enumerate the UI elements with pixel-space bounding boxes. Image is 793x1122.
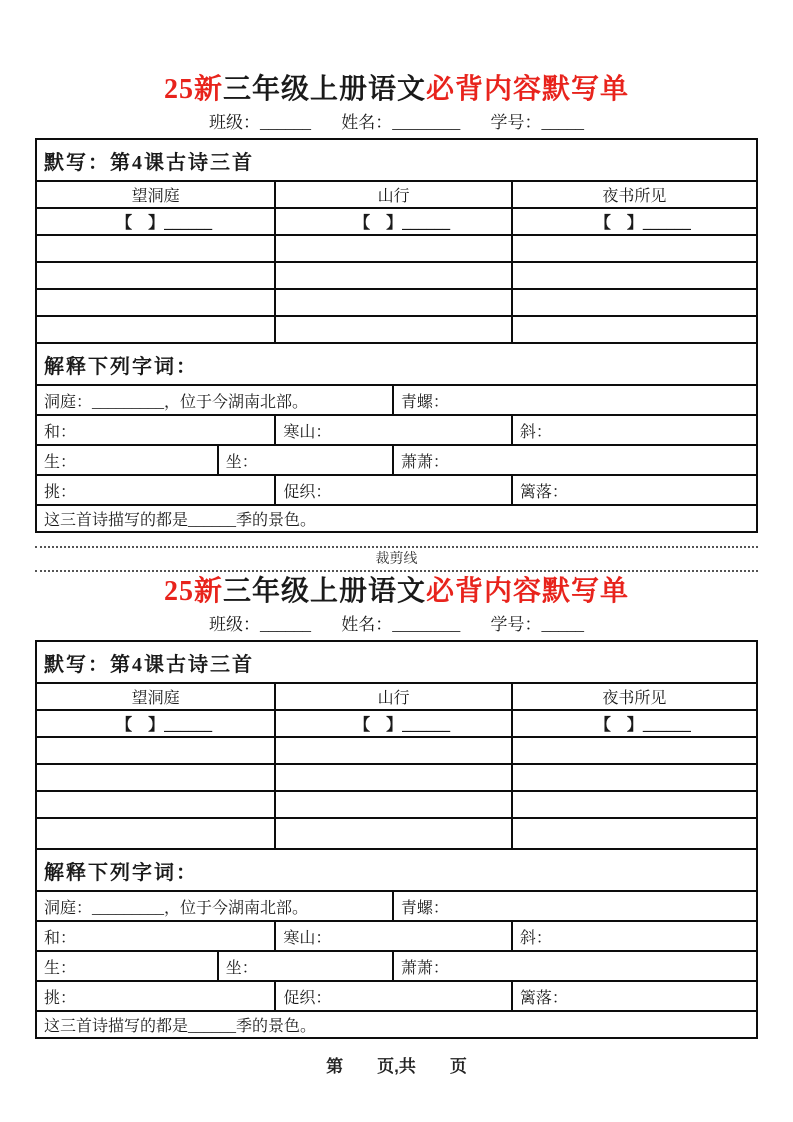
table-row — [36, 683, 757, 710]
term-cell: 坐： — [218, 445, 393, 475]
title-prefix: 25新 — [163, 576, 223, 607]
cut-line-label: 裁剪线 — [375, 552, 418, 567]
name-field-label: 姓名： — [341, 615, 393, 634]
student-info-line — [35, 111, 758, 135]
dictation-blank-cell — [275, 764, 511, 791]
dictation-blank-cell — [512, 791, 757, 818]
author-blank-cell: 【 】______ — [275, 710, 511, 737]
term-cell: 生： — [36, 445, 218, 475]
poem-title-cell: 山行 — [275, 683, 511, 710]
poem-title-cell: 望洞庭 — [36, 683, 275, 710]
title-suffix: 必背内容默写单 — [426, 74, 630, 105]
table-row — [36, 262, 757, 289]
table-row — [36, 139, 757, 181]
dictation-blank-cell — [275, 316, 511, 343]
term-cell: 寒山： — [275, 415, 511, 445]
term-cell: 坐： — [218, 951, 393, 981]
worksheet-title — [35, 74, 758, 106]
id-field-blank: _____ — [541, 615, 584, 634]
term-cell: 和： — [36, 921, 275, 951]
table-row — [36, 951, 757, 981]
table-row — [36, 385, 757, 415]
cut-line — [35, 549, 758, 572]
dictation-blank-cell — [36, 316, 275, 343]
term-cell: 寒山： — [275, 921, 511, 951]
author-blank-cell: 【 】______ — [512, 710, 757, 737]
dictation-blank-cell — [36, 764, 275, 791]
poem-title-cell: 望洞庭 — [36, 181, 275, 208]
explain-section-header: 解释下列字词： — [36, 849, 757, 891]
table-row — [36, 208, 757, 235]
table-row — [36, 849, 757, 891]
table-row — [36, 1011, 757, 1038]
id-field-blank: _____ — [541, 113, 584, 132]
dictation-blank-cell — [36, 737, 275, 764]
dictation-section-header: 默写：第4课古诗三首 — [36, 641, 757, 683]
season-sentence-cell: 这三首诗描写的都是______季的景色。 — [36, 505, 757, 532]
table-row — [36, 415, 757, 445]
dictation-blank-cell — [512, 316, 757, 343]
class-field-blank: ______ — [260, 113, 311, 132]
term-cell: 挑： — [36, 981, 275, 1011]
id-field-label: 学号： — [490, 113, 542, 132]
class-field-label: 班级： — [209, 615, 260, 634]
poem-title-cell: 夜书所见 — [512, 683, 757, 710]
table-row — [36, 343, 757, 385]
table-row — [36, 818, 757, 849]
table-row — [36, 981, 757, 1011]
dictation-table — [35, 640, 758, 1039]
poem-title-cell: 山行 — [275, 181, 511, 208]
poem-title-cell: 夜书所见 — [512, 181, 757, 208]
explain-section-header: 解释下列字词： — [36, 343, 757, 385]
term-cell: 促织： — [275, 981, 511, 1011]
term-cell: 促织： — [275, 475, 511, 505]
title-suffix: 必背内容默写单 — [426, 576, 630, 607]
author-blank-cell: 【 】______ — [36, 208, 275, 235]
table-row — [36, 505, 757, 532]
class-field-label: 班级： — [209, 113, 260, 132]
table-row — [36, 921, 757, 951]
dictation-blank-cell — [36, 262, 275, 289]
table-row — [36, 641, 757, 683]
term-cell: 斜： — [512, 415, 757, 445]
term-cell: 萧萧： — [393, 951, 757, 981]
dictation-blank-cell — [36, 818, 275, 849]
term-cell: 生： — [36, 951, 218, 981]
dictation-blank-cell — [275, 737, 511, 764]
table-row — [36, 475, 757, 505]
table-row — [36, 737, 757, 764]
term-cell: 斜： — [512, 921, 757, 951]
table-row — [36, 891, 757, 921]
dictation-blank-cell — [36, 791, 275, 818]
table-row — [36, 710, 757, 737]
dictation-blank-cell — [275, 791, 511, 818]
table-row — [36, 181, 757, 208]
table-row — [36, 289, 757, 316]
table-row — [36, 235, 757, 262]
season-sentence-cell: 这三首诗描写的都是______季的景色。 — [36, 1011, 757, 1038]
dictation-blank-cell — [512, 235, 757, 262]
dictation-blank-cell — [512, 818, 757, 849]
author-blank-cell: 【 】______ — [275, 208, 511, 235]
term-cell: 青螺： — [393, 385, 757, 415]
title-prefix: 25新 — [163, 74, 223, 105]
term-cell: 萧萧： — [393, 445, 757, 475]
dictation-section-header: 默写：第4课古诗三首 — [36, 139, 757, 181]
dictation-blank-cell — [512, 289, 757, 316]
name-field-label: 姓名： — [341, 113, 393, 132]
dictation-table — [35, 138, 758, 533]
term-cell: 篱落： — [512, 475, 757, 505]
student-info-line — [35, 613, 758, 637]
class-field-blank: ______ — [260, 615, 311, 634]
title-grade: 三年级上册语文 — [222, 576, 426, 607]
name-field-blank: ________ — [392, 615, 461, 634]
cut-line — [35, 546, 758, 548]
author-blank-cell: 【 】______ — [36, 710, 275, 737]
dictation-blank-cell — [512, 764, 757, 791]
term-cell: 挑： — [36, 475, 275, 505]
page-footer: 第 页,共 页 — [326, 1057, 467, 1076]
term-cell: 和： — [36, 415, 275, 445]
table-row — [36, 316, 757, 343]
id-field-label: 学号： — [490, 615, 542, 634]
term-cell: 青螺： — [393, 891, 757, 921]
table-row — [36, 764, 757, 791]
worksheet-title — [35, 576, 758, 608]
dictation-blank-cell — [275, 235, 511, 262]
table-row — [36, 791, 757, 818]
name-field-blank: ________ — [392, 113, 461, 132]
term-cell: 篱落： — [512, 981, 757, 1011]
dictation-blank-cell — [36, 289, 275, 316]
author-blank-cell: 【 】______ — [512, 208, 757, 235]
table-row — [36, 445, 757, 475]
dictation-blank-cell — [512, 262, 757, 289]
title-grade: 三年级上册语文 — [222, 74, 426, 105]
dictation-blank-cell — [275, 818, 511, 849]
term-cell: 洞庭：_________，位于今湖南北部。 — [36, 385, 393, 415]
dictation-blank-cell — [275, 289, 511, 316]
dictation-blank-cell — [275, 262, 511, 289]
term-cell: 洞庭：_________，位于今湖南北部。 — [36, 891, 393, 921]
dictation-blank-cell — [36, 235, 275, 262]
dictation-blank-cell — [512, 737, 757, 764]
